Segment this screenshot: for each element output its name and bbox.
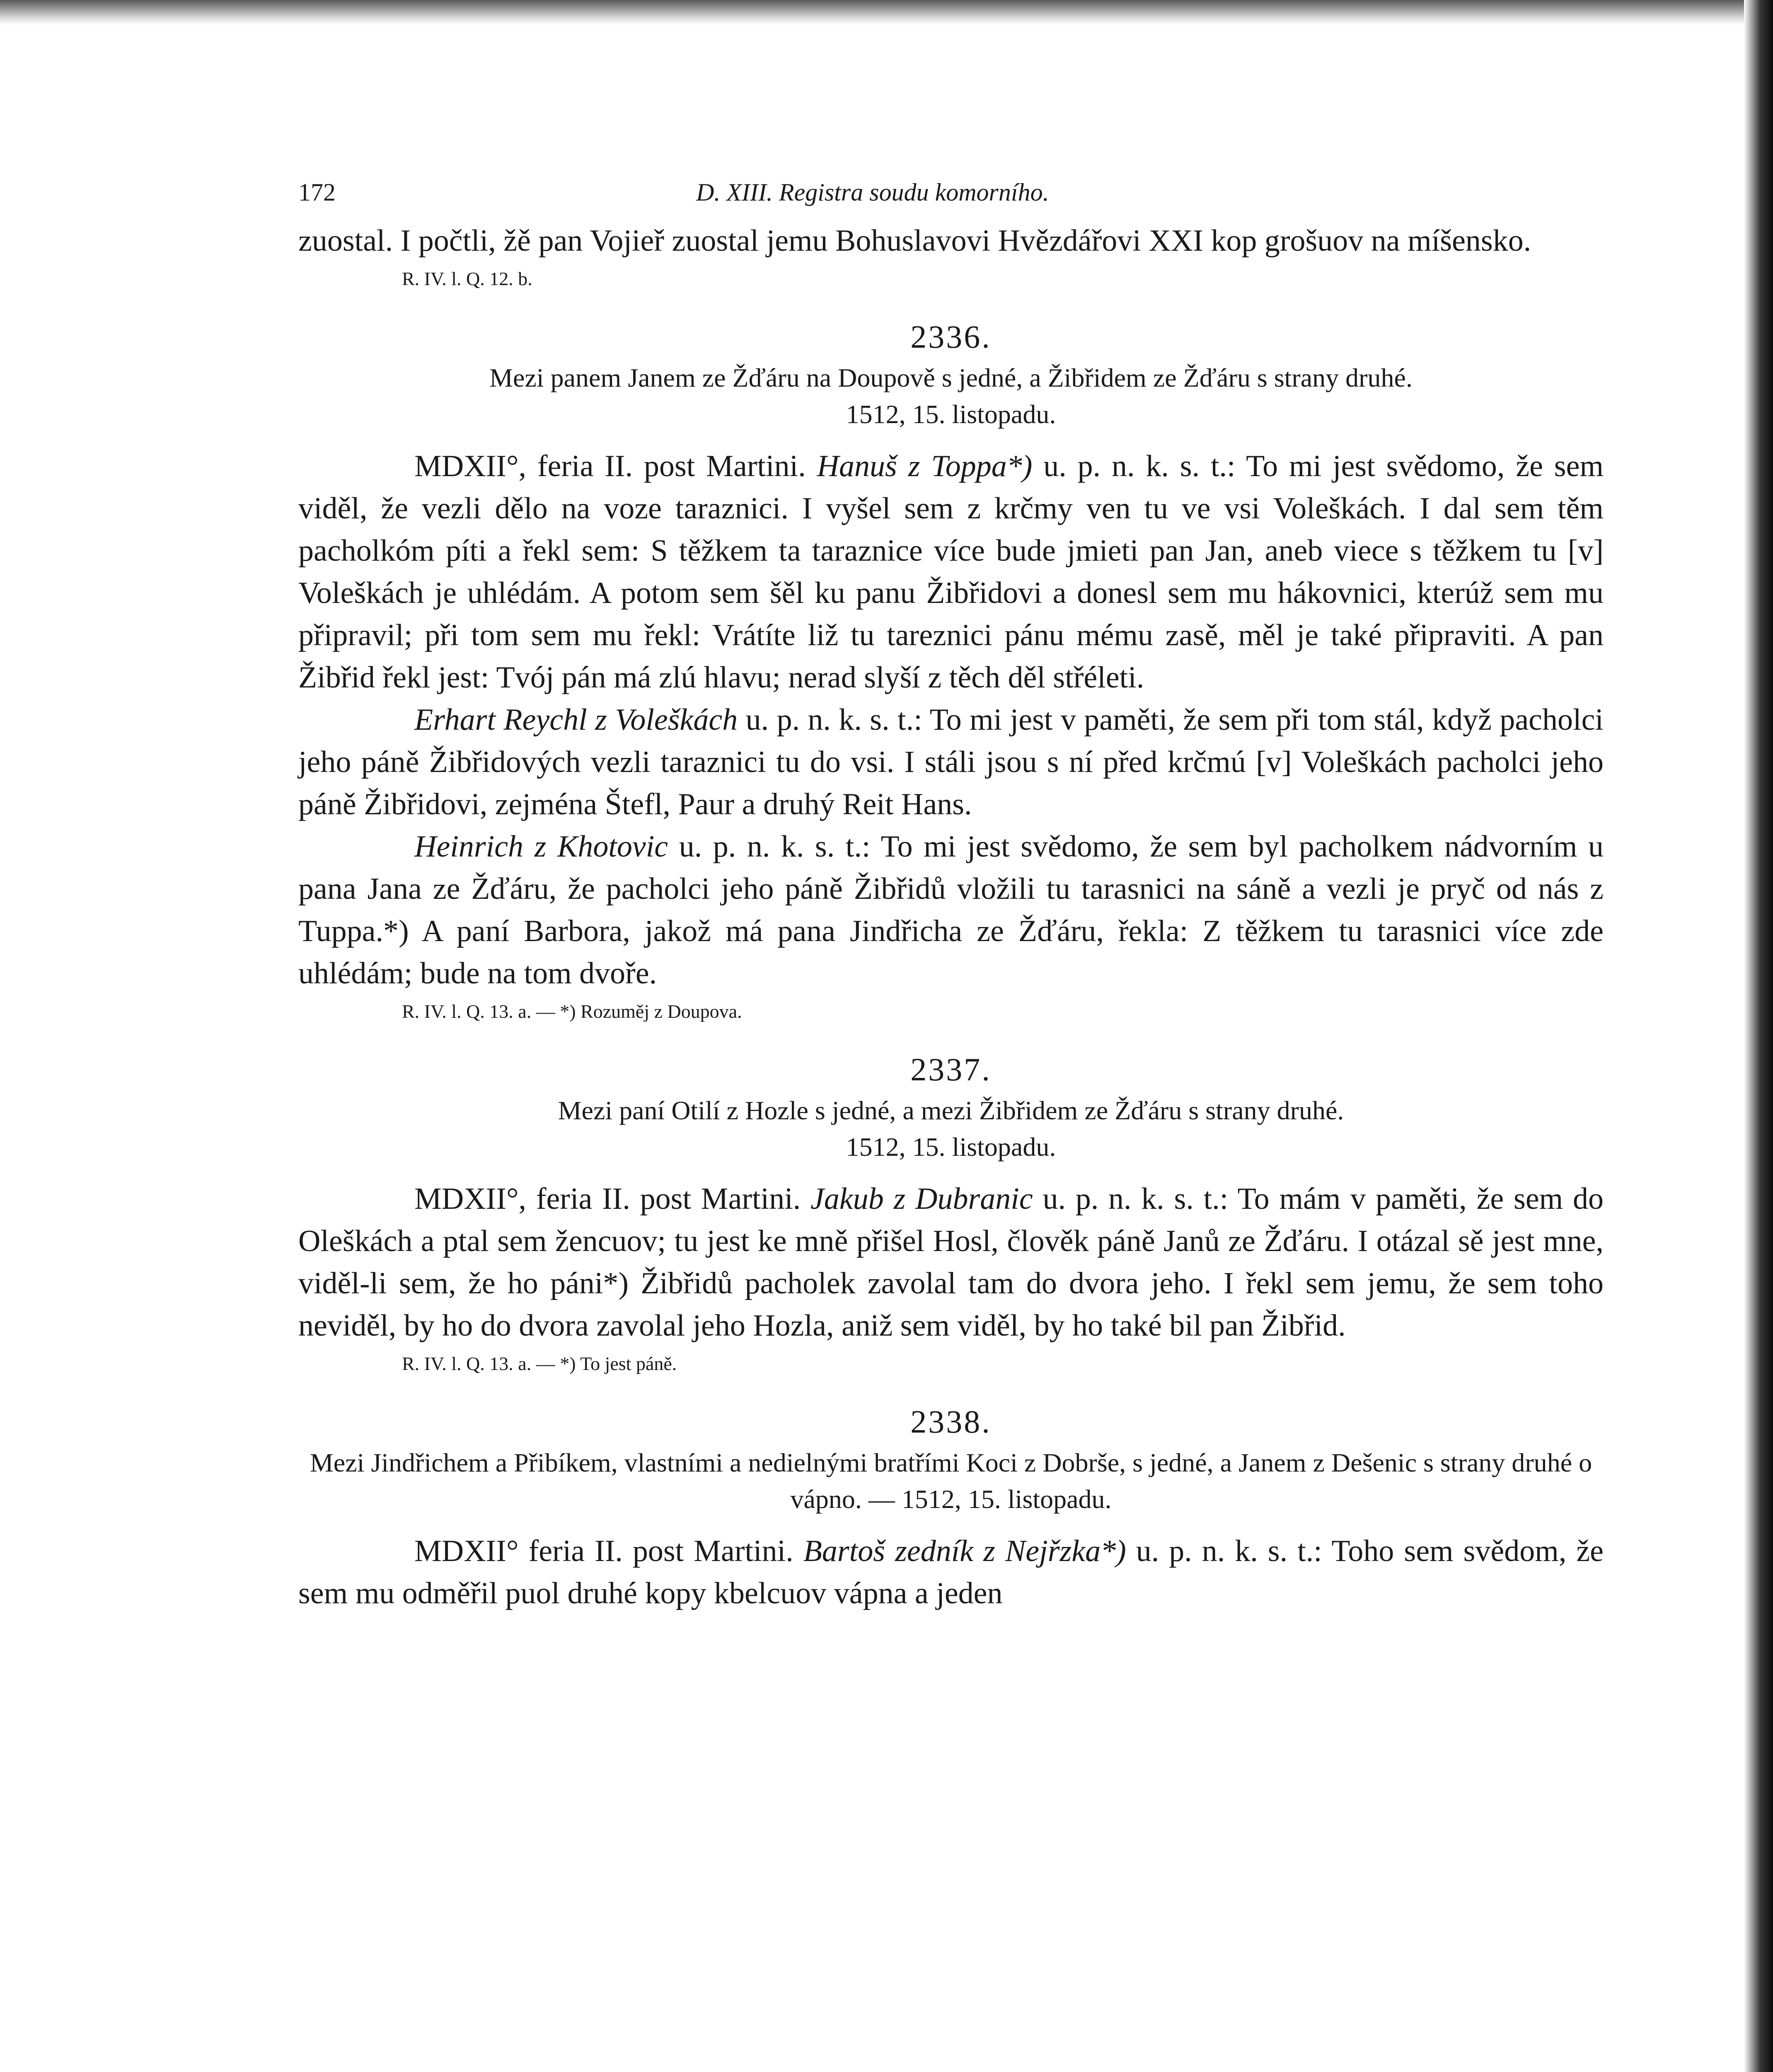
entry-number: 2336. bbox=[910, 319, 992, 355]
archive-reference: R. IV. l. Q. 12. b. bbox=[402, 268, 532, 289]
scan-top-edge bbox=[0, 0, 1773, 25]
testimony-paragraph bbox=[298, 825, 1604, 995]
testimony-paragraph bbox=[298, 1178, 1604, 1347]
dating-formula: MDXII°, feria II. post Martini. bbox=[414, 449, 817, 483]
witness-name: Erhart Reychl z Voleškách bbox=[414, 703, 738, 737]
testimony-text: u. p. n. k. s. t.: To mám v paměti, že sem do Oleškách a ptal sem žencuov; tu jest ke mně přišel Hosl, člověk páně Janů ze Žďáru. I otázal sě jest mne, viděl-li sem, že ho páni*) Žibřidů pacholek zavolal tam do dvora jeho. I řekl sem jemu, že sem toho neviděl, by ho do dvora zavolal jeho Hozla, aniž sem viděl, by ho také bil pan Žibřid. bbox=[298, 1182, 1604, 1343]
dating-formula: MDXII°, feria II. post Martini. bbox=[414, 1182, 811, 1216]
archive-reference: R. IV. l. Q. 13. a. — *) To jest páně. bbox=[402, 1353, 677, 1374]
entry-number: 2337. bbox=[910, 1051, 992, 1087]
entry-date: 1512, 15. listopadu. bbox=[846, 1132, 1056, 1162]
page-number: 172 bbox=[298, 179, 336, 206]
entry-heading: Mezi panem Janem ze Žďáru na Doupově s jedné, a Žibřidem ze Žďáru s strany druhé. bbox=[489, 363, 1413, 392]
entry-heading: Mezi Jindřichem a Přibíkem, vlastními a nedielnými bratřími Koci z Dobrše, s jedné, a Janem z Dešenic s strany druhé o vápno. — 1512, 15. listopadu. bbox=[310, 1448, 1592, 1514]
witness-name: Bartoš zedník z Nejřzka*) bbox=[803, 1534, 1126, 1568]
testimony-paragraph bbox=[298, 445, 1604, 699]
witness-name: Hanuš z Toppa*) bbox=[817, 449, 1033, 483]
scan-right-edge bbox=[1744, 0, 1773, 2072]
witness-name: Jakub z Dubranic bbox=[810, 1182, 1033, 1216]
testimony-text: u. p. n. k. s. t.: To mi jest v paměti, že sem při tom stál, když pacholci jeho páně Žibřidových vezli taraznici tu do vsi. I stáli jsou s ní před krčmú [v] Voleškách pacholci jeho páně Žibřidovi, zejména Štefl, Paur a druhý Reit Hans. bbox=[298, 703, 1604, 821]
book-page bbox=[298, 174, 1604, 1615]
running-head: D. XIII. Registra soudu komorního. bbox=[696, 179, 1049, 206]
testimony-text: u. p. n. k. s. t.: Toho sem svědom, že sem mu odměřil puol druhé kopy kbelcuov vápna a jeden bbox=[298, 1534, 1604, 1610]
testimony-text: u. p. n. k. s. t.: To mi jest svědomo, že sem byl pacholkem nádvorním u pana Jana ze Žďáru, že pacholci jeho páně Žibřidů vložili tu tarasnici na sáně a vezli je pryč od nás z Tuppa.*) A paní Barbora, jakož má pana Jindřicha ze Žďáru, řekla: Z těžkem tu tarasnici více zde uhlédám; bude na tom dvoře. bbox=[298, 830, 1604, 990]
dating-formula: MDXII° feria II. post Martini. bbox=[414, 1534, 803, 1568]
witness-name: Heinrich z Khotovic bbox=[414, 830, 668, 864]
entry-heading: Mezi paní Otilí z Hozle s jedné, a mezi Žibřidem ze Žďáru s strany druhé. bbox=[558, 1096, 1344, 1125]
testimony-text: u. p. n. k. s. t.: To mi jest svědomo, že sem viděl, že vezli dělo na voze taraznici. I vyšel sem z krčmy ven tu ve vsi Voleškách. I dal sem těm pacholkóm píti a řekl sem: S těžkem ta taraznice více bude jmieti pan Jan, aneb viece s těžkem tu [v] Voleškách je uhlédám. A potom sem šěl ku panu Žibřidovi a donesl sem mu hákovnici, kterúž sem mu připravil; při tom sem mu řekl: Vrátíte liž tu tareznici pánu mému zasě, měl je také připraviti. A pan Žibřid řekl jest: Tvój pán má zlú hlavu; nerad slyší z těch děl střéleti. bbox=[298, 449, 1604, 695]
entry-date: 1512, 15. listopadu. bbox=[846, 399, 1056, 429]
continuation-text: zuostal. I počtli, žě pan Vojieř zuostal jemu Bohuslavovi Hvězdářovi XXI kop grošuov na míšensko. bbox=[298, 224, 1531, 258]
testimony-paragraph bbox=[298, 1530, 1604, 1615]
testimony-paragraph bbox=[298, 699, 1604, 825]
page-header bbox=[298, 174, 1604, 220]
archive-reference: R. IV. l. Q. 13. a. — *) Rozuměj z Doupova. bbox=[402, 1001, 742, 1022]
entry-number: 2338. bbox=[910, 1404, 992, 1440]
